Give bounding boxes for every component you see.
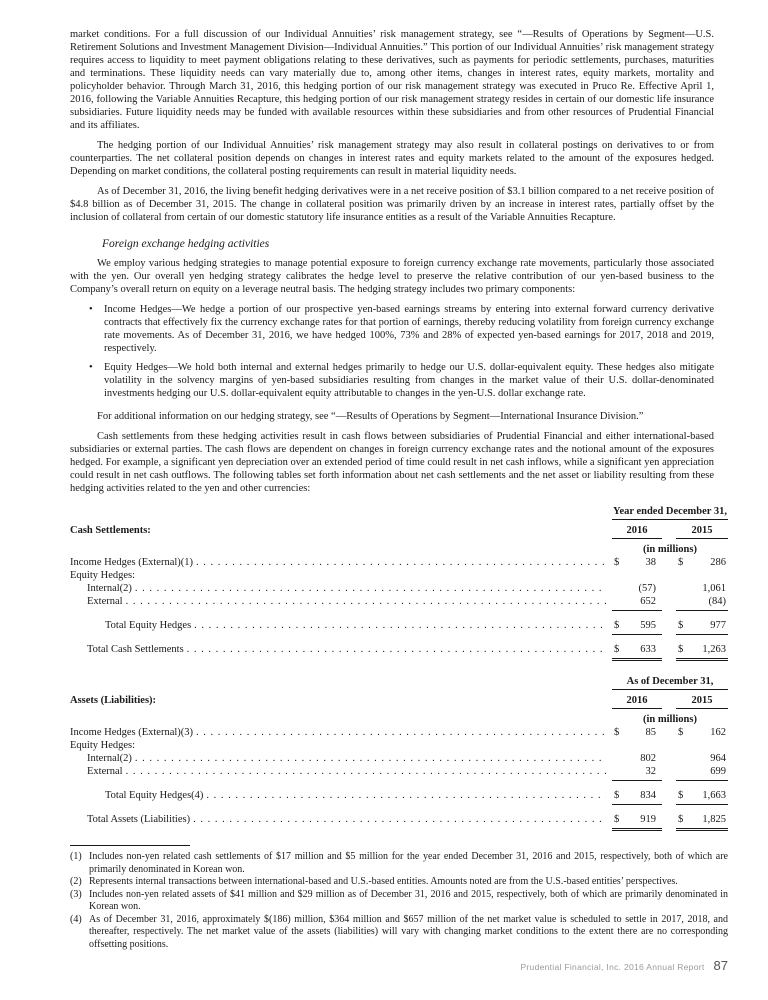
page-number: 87 [713, 958, 728, 973]
value-2015: 1,061 [702, 583, 726, 594]
table-row [70, 595, 728, 611]
table-row [70, 556, 728, 569]
row-label: Income Hedges (External)(1) [70, 557, 194, 568]
table-period-header-row [70, 505, 728, 520]
table-period-header-row [70, 675, 728, 690]
dot-leader [196, 556, 606, 569]
currency-sign: $ [678, 644, 684, 655]
period-header: Year ended December 31, [612, 505, 728, 520]
currency-sign: $ [614, 814, 620, 825]
footnote-marker: (2) [70, 876, 82, 887]
value-2016: 38 [645, 557, 656, 568]
footnote-text: As of December 31, 2016, approximately $(186) million, $364 million and $657 million of the net market value is scheduled to settle in 2017, 2018, and thereafter, respectively. The net market value of the assets (liabilities) will vary with changing market conditions to the extent there are no corresponding offsetting positions. [89, 913, 728, 950]
row-label: External [87, 596, 123, 607]
dot-leader [126, 765, 606, 778]
row-label: Income Hedges (External)(3) [70, 727, 194, 738]
value-2015: 699 [710, 766, 726, 777]
list-item-equity-hedges: • Equity Hedges—We hold both internal and external hedges primarily to hedge our U.S. dollar-equivalent equity. These hedges also mitigate volatility in the solvency margins of yen-based subsidiaries resulting from changes in the market value of their U.S. dollar-denominated investments hedging our U.S. dollar-equivalent equity attributable to changes in the yen-U.S. dollar exchange rate. [70, 361, 714, 400]
value-2015: 286 [710, 557, 726, 568]
value-2016: (57) [638, 583, 656, 594]
row-label: Total Equity Hedges(4) [105, 790, 204, 801]
row-label: Total Equity Hedges [105, 620, 192, 631]
value-2016: 919 [640, 814, 656, 825]
currency-sign: $ [614, 790, 620, 801]
row-label: Total Assets (Liabilities) [87, 814, 191, 825]
currency-sign: $ [678, 814, 684, 825]
currency-sign: $ [614, 644, 620, 655]
cash-settlements-table [70, 505, 728, 661]
table-row [70, 752, 728, 765]
dot-leader [126, 595, 606, 608]
value-2015: (84) [708, 596, 726, 607]
value-2015: 977 [710, 620, 726, 631]
body-text [70, 28, 714, 495]
value-2015: 964 [710, 753, 726, 764]
table-row [70, 726, 728, 739]
table-row [70, 582, 728, 595]
value-2016: 652 [640, 596, 656, 607]
footnote-marker: (3) [70, 888, 82, 900]
list-item-income-hedges: • Income Hedges—We hedge a portion of our prospective yen-based earnings streams by entering into external forward currency derivative contracts that effectively fix the currency exchange rates for that portion of earnings, thereby reducing volatility from foreign currency exchange rate movements. As of December 31, 2016, we have hedged 100%, 73% and 28% of expected yen-based earnings for 2017, 2018 and 2019, respectively. [70, 303, 714, 355]
value-2015: 1,663 [702, 790, 726, 801]
dot-leader [135, 752, 606, 765]
report-title: Prudential Financial, Inc. 2016 Annual Report [520, 962, 705, 972]
paragraph-cash-settlements-intro: Cash settlements from these hedging activities result in cash flows between subsidiaries of Prudential Financial and either international-based subsidiaries or external parties. The cash flows are dependent on changes in foreign currency exchange rates and the notional amount of the exposures hedged. For example, a significant yen depreciation over an extended period of time could result in net cash inflows, while a significant yen appreciation could result in net cash outflows. The following tables set forth information about net cash settlements and the net asset or liability resulting from these hedging activities related to the yen and other currencies: [70, 431, 714, 494]
row-label: Total Cash Settlements [87, 644, 184, 655]
table-units-row [70, 713, 728, 726]
currency-sign: $ [614, 727, 620, 738]
column-header-2015: 2015 [676, 524, 728, 539]
footnote-text: Includes non-yen related assets of $41 million and $29 million as of December 31, 2016 and 2015, respectively, both of which are primarily denominated in Korean won. [89, 888, 728, 912]
section-heading: Foreign exchange hedging activities [102, 238, 270, 250]
dot-leader [196, 726, 606, 739]
currency-sign: $ [678, 620, 684, 631]
value-2015: 1,263 [702, 644, 726, 655]
currency-sign: $ [614, 620, 620, 631]
dot-leader [206, 789, 606, 802]
paragraph-yen-hedging: We employ various hedging strategies to manage potential exposure to foreign currency exchange rate movements, particularly those associated with the yen. Our overall yen hedging strategy calibrates the hedge level to preserve the relative contribution of our yen-based business to the Company’s overall return on equity on a leverage neutral basis. The hedging strategy includes two primary components: [70, 258, 714, 295]
footnote-text: Includes non-yen related cash settlements of $17 million and $5 million for the year ended December 31, 2016 and 2015, respectively, both of which are primarily denominated in Korean won. [89, 851, 728, 875]
table-year-header-row [70, 524, 728, 539]
value-2016: 595 [640, 620, 656, 631]
dot-leader [194, 619, 606, 632]
footnote-marker: (1) [70, 851, 82, 862]
row-label: Equity Hedges: [70, 570, 136, 581]
row-label: Internal(2) [87, 583, 132, 594]
footnote [70, 876, 728, 889]
footnotes [70, 851, 728, 951]
table-row-grand-total [70, 813, 728, 831]
units-note: (in millions) [643, 714, 697, 725]
paragraph-risk-management: market conditions. For a full discussion of our Individual Annuities’ risk management strategy, see “—Results of Operations by Segment—U.S. Retirement Solutions and Investment Management Division—Individual Annuities.” This portion of our Individual Annuities’ risk management strategy requires access to liquidity to meet payment obligations relating to these derivatives, such as payments for periodic settlements, purchases, maturities and terminations. These liquidity needs can vary materially due to, among other items, changes in interest rates, equity markets, mortality and policyholder behavior. Through March 31, 2016, this hedging portion of our risk management strategy was executed in Pruco Re. Effective April 1, 2016, following the Variable Annuities Recapture, this hedging portion of our risk management strategy resides in certain of our domestic life insurance subsidiaries. Future liquidity needs may be funded with available resources within these subsidiaries and from other resources of Prudential Financial and its affiliates. [70, 29, 714, 131]
table-section-label: Assets (Liabilities): [70, 695, 157, 706]
footnote-marker: (4) [70, 913, 82, 925]
units-note: (in millions) [643, 544, 697, 555]
assets-liabilities-table [70, 675, 728, 831]
column-header-2016: 2016 [612, 524, 662, 539]
dot-leader [135, 582, 606, 595]
table-row [70, 569, 728, 582]
value-2016: 32 [645, 766, 656, 777]
paragraph-collateral-postings: The hedging portion of our Individual Annuities’ risk management strategy may also result in collateral postings on derivatives to or from counterparties. The net collateral position depends on changes in interest rates and equity markets related to the amount of the exposures hedged. Depending on market conditions, the collateral posting requirements can result in material liquidity needs. [70, 140, 714, 177]
dot-leader [193, 813, 606, 826]
table-row [70, 739, 728, 752]
value-2015: 162 [710, 727, 726, 738]
table-section-label: Cash Settlements: [70, 525, 151, 536]
period-header: As of December 31, [612, 675, 728, 690]
row-label: External [87, 766, 123, 777]
paragraph-additional-info: For additional information on our hedging strategy, see “—Results of Operations by Segment—International Insurance Division.” [97, 411, 644, 422]
row-label: Equity Hedges: [70, 740, 136, 751]
footnote [70, 851, 728, 876]
currency-sign: $ [678, 557, 684, 568]
value-2016: 834 [640, 790, 656, 801]
table-year-header-row [70, 694, 728, 709]
page-footer [520, 959, 728, 974]
table-row-total [70, 789, 728, 805]
column-header-2015: 2015 [676, 694, 728, 709]
row-label: Internal(2) [87, 753, 132, 764]
currency-sign: $ [678, 727, 684, 738]
table-units-row [70, 543, 728, 556]
value-2016: 802 [640, 753, 656, 764]
value-2016: 633 [640, 644, 656, 655]
currency-sign: $ [614, 557, 620, 568]
footnote [70, 914, 728, 952]
column-header-2016: 2016 [612, 694, 662, 709]
footnote-divider [70, 845, 190, 846]
hedge-components-list [70, 303, 714, 400]
table-row [70, 765, 728, 781]
footnote [70, 889, 728, 914]
paragraph-living-benefit: As of December 31, 2016, the living benefit hedging derivatives were in a net receive position of $3.1 billion compared to a net receive position of $4.8 billion as of December 31, 2015. The change in collateral position was primarily driven by an increase in interest rates, partially offset by the inclusion of collateral from certain of our domestic statutory life insurance entities as a result of the Variable Annuities Recapture. [70, 186, 714, 223]
value-2015: 1,825 [702, 814, 726, 825]
dot-leader [187, 643, 606, 656]
table-row-grand-total [70, 643, 728, 661]
value-2016: 85 [645, 727, 656, 738]
currency-sign: $ [678, 790, 684, 801]
footnote-text: Represents internal transactions between international-based and U.S.-based entities. Amounts noted are from the U.S.-based entities’ perspectives. [89, 876, 678, 887]
table-row-total [70, 619, 728, 635]
